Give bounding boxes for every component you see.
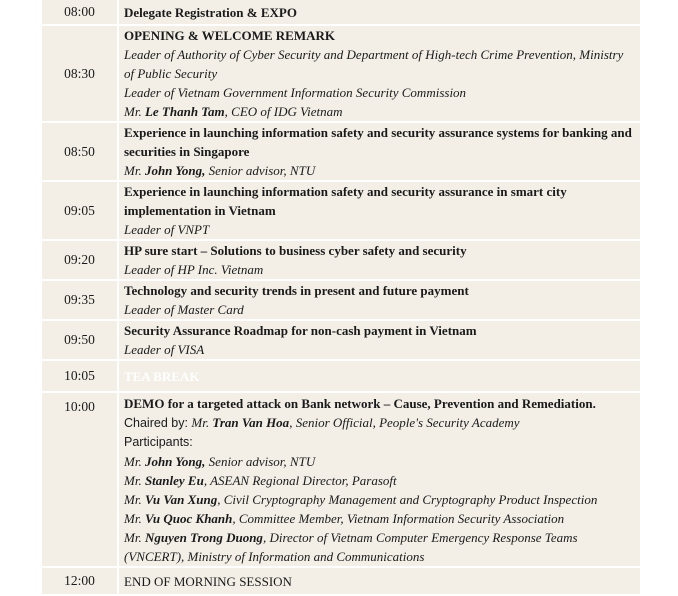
time-cell: 08:50 (42, 122, 118, 181)
time-cell: 09:05 (42, 181, 118, 240)
session-cell (118, 181, 640, 240)
speaker-name: John Yong, (144, 163, 206, 178)
agenda-row (42, 392, 640, 567)
session-title: OPENING & WELCOME REMARK (124, 28, 336, 43)
participant-line (124, 490, 634, 509)
session-cell (118, 240, 640, 280)
speaker-line: Leader of Authority of Cyber Security and Department of High-tech Crime Prevention, Ministry of Public Security (124, 47, 624, 81)
session-cell (118, 280, 640, 320)
tea-break-row (42, 360, 640, 392)
speaker-line: Leader of Vietnam Government Information Security Commission (124, 85, 467, 100)
time-cell (42, 392, 118, 567)
agenda-row (42, 122, 640, 181)
session-cell (118, 25, 640, 122)
speaker-name: Le Thanh Tam (144, 104, 225, 119)
time-cell: 09:20 (42, 240, 118, 280)
session-cell (118, 392, 640, 567)
chair-label: Chaired by: (124, 416, 192, 430)
participant-name: Stanley Eu (144, 473, 204, 488)
session-title: HP sure start – Solutions to business cyber safety and security (124, 243, 467, 258)
session-title: Experience in launching information safety and security assurance in smart city implementation in Vietnam (124, 184, 567, 218)
chair-name: Tran Van Hoa (212, 415, 290, 430)
session-title: Delegate Registration & EXPO (124, 4, 297, 20)
participant-prefix: Mr. (124, 492, 145, 507)
session-cell (118, 122, 640, 181)
speaker-line (124, 102, 634, 121)
time-cell: 12:00 (42, 567, 118, 595)
participant-prefix: Mr. (124, 511, 145, 526)
participant-role: Senior advisor, NTU (205, 454, 316, 469)
agenda-row (42, 320, 640, 360)
session-title: Technology and security trends in present and future payment (124, 283, 469, 298)
session-title: DEMO for a targeted attack on Bank network – Cause, Prevention and Remediation. (124, 396, 596, 411)
speaker-line: Leader of HP Inc. Vietnam (124, 262, 264, 277)
participant-line (124, 509, 634, 528)
session-cell (118, 320, 640, 360)
participant-name: Vu Van Xung (144, 492, 218, 507)
speaker-prefix: Mr. (124, 163, 145, 178)
participant-line (124, 528, 634, 566)
participant-prefix: Mr. (124, 473, 145, 488)
speaker-line: Leader of VNPT (124, 222, 210, 237)
session-title: Security Assurance Roadmap for non-cash payment in Vietnam (124, 323, 477, 338)
agenda-row (42, 567, 640, 595)
participants-label: Participants: (124, 435, 193, 449)
participant-name: Vu Quoc Khanh (144, 511, 233, 526)
speaker-line: Leader of VISA (124, 342, 205, 357)
time-cell: 09:35 (42, 280, 118, 320)
time-cell: 08:30 (42, 25, 118, 122)
time-cell: 08:00 (42, 0, 118, 25)
session-cell (118, 360, 640, 392)
agenda-row (42, 25, 640, 122)
speaker-role: Senior advisor, NTU (205, 163, 316, 178)
speaker-line (124, 161, 634, 180)
participant-line (124, 471, 634, 490)
participant-role: , Civil Cryptography Management and Cryptography Product Inspection (217, 492, 598, 507)
chair-text (191, 415, 519, 430)
speaker-role: , CEO of IDG Vietnam (224, 104, 343, 119)
chair-role: , Senior Official, People's Security Academy (289, 415, 520, 430)
session-title: TEA BREAK (124, 368, 200, 384)
participant-role: , ASEAN Regional Director, Parasoft (203, 473, 397, 488)
participant-prefix: Mr. (124, 530, 145, 545)
session-cell (118, 0, 640, 25)
chair-prefix: Mr. (191, 415, 213, 430)
session-title: END OF MORNING SESSION (124, 573, 292, 589)
participant-prefix: Mr. (124, 454, 145, 469)
chair-line (124, 413, 634, 433)
participant-name: John Yong, (144, 454, 206, 469)
agenda-row (42, 0, 640, 25)
participant-role: , Committee Member, Vietnam Information Security Association (232, 511, 565, 526)
agenda-row (42, 240, 640, 280)
agenda-table (42, 0, 640, 596)
agenda-row (42, 181, 640, 240)
participant-name: Nguyen Trong Duong (144, 530, 263, 545)
session-cell (118, 567, 640, 595)
participant-line (124, 452, 634, 471)
time-cell: 10:05 (42, 360, 118, 392)
speaker-line: Leader of Master Card (124, 302, 244, 317)
agenda-row (42, 280, 640, 320)
participant-role: , Director of Vietnam Computer Emergency Response Teams (VNCERT), Ministry of Information and Communications (124, 530, 578, 564)
speaker-prefix: Mr. (124, 104, 145, 119)
time-text: 10:00 (64, 399, 95, 414)
time-cell: 09:50 (42, 320, 118, 360)
session-title: Experience in launching information safety and security assurance systems for banking and securities in Singapore (124, 125, 632, 159)
